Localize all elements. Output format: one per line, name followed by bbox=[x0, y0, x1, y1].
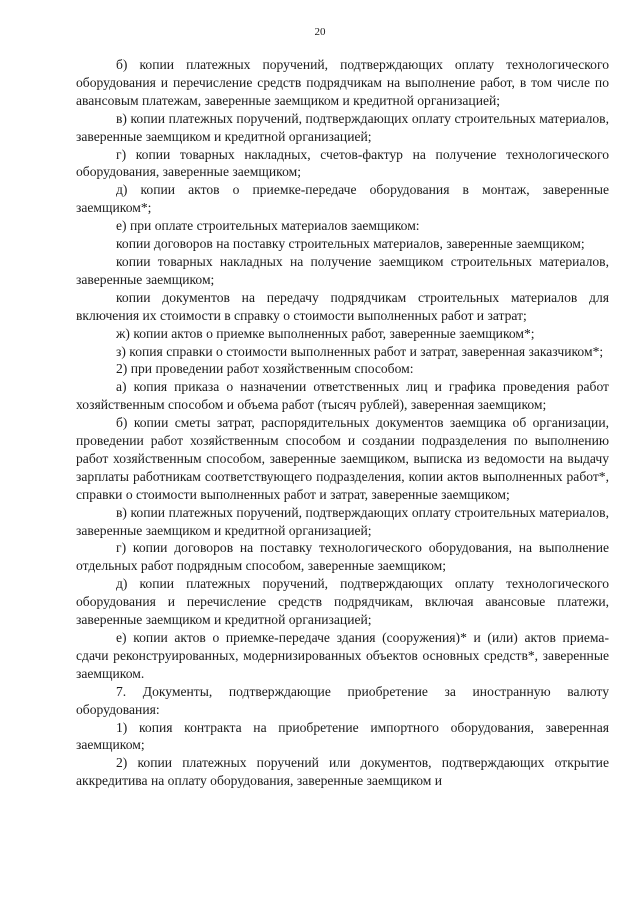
paragraph: ж) копии актов о приемке выполненных работ, заверенные заемщиком*; bbox=[116, 325, 535, 341]
paragraph: г) копии товарных накладных, счетов-фактур на получение технологического оборудования, заверенные заемщиком; bbox=[76, 146, 609, 180]
paragraph: д) копии актов о приемке-передаче оборудования в монтаж, заверенные заемщиком*; bbox=[76, 182, 609, 216]
paragraph: копии документов на передачу подрядчикам строительных материалов для включения их стоимости в справку о стоимости выполненных работ и затрат; bbox=[76, 289, 609, 323]
paragraph: копии товарных накладных на получение заемщиком строительных материалов, заверенные заемщиком; bbox=[76, 253, 609, 287]
paragraph: 1) копия контракта на приобретение импортного оборудования, заверенная заемщиком; bbox=[76, 719, 609, 753]
paragraph: 2) при проведении работ хозяйственным способом: bbox=[116, 361, 414, 377]
document-body bbox=[76, 56, 609, 790]
paragraph: в) копии платежных поручений, подтверждающих оплату строительных материалов, заверенные заемщиком и кредитной организацией; bbox=[76, 504, 609, 538]
paragraph: 2) копии платежных поручений или документов, подтверждающих открытие аккредитива на оплату оборудования, заверенные заемщиком и bbox=[76, 755, 609, 789]
paragraph: е) при оплате строительных материалов заемщиком: bbox=[116, 218, 420, 234]
paragraph: з) копия справки о стоимости выполненных работ и затрат, заверенная заказчиком*; bbox=[116, 343, 604, 359]
paragraph: б) копии платежных поручений, подтверждающих оплату технологического оборудования и перечисление средств подрядчикам на выполнение работ, в том числе по авансовым платежам, заверенные заемщиком и кредитной организацией; bbox=[76, 57, 609, 108]
paragraph: в) копии платежных поручений, подтверждающих оплату строительных материалов, заверенные заемщиком и кредитной организацией; bbox=[76, 110, 609, 144]
paragraph: копии договоров на поставку строительных материалов, заверенные заемщиком; bbox=[116, 236, 585, 252]
paragraph: б) копии сметы затрат, распорядительных документов заемщика об организации, проведении работ хозяйственным способом и создании подразделения по выполнению работ хозяйственным способом, заверенные заемщиком, выписка из ведомости на выдачу зарплаты работникам соответствующего подразделения, копии актов выполненных работ*, справки о стоимости выполненных работ и затрат, заверенные заемщиком; bbox=[76, 415, 609, 502]
paragraph: а) копия приказа о назначении ответственных лиц и графика проведения работ хозяйственным способом и объема работ (тысяч рублей), заверенная заемщиком; bbox=[76, 379, 609, 413]
paragraph: е) копии актов о приемке-передаче здания (сооружения)* и (или) актов приема-сдачи реконструированных, модернизированных объектов основных средств*, заверенные заемщиком. bbox=[76, 630, 609, 681]
paragraph: 7. Документы, подтверждающие приобретение за иностранную валюту оборудования: bbox=[76, 683, 609, 717]
paragraph: г) копии договоров на поставку технологического оборудования, на выполнение отдельных работ подрядным способом, заверенные заемщиком; bbox=[76, 540, 609, 574]
page-number: 20 bbox=[314, 26, 326, 38]
paragraph: д) копии платежных поручений, подтверждающих оплату технологического оборудования и перечисление средств подрядчикам, включая авансовые платежи, заверенные заемщиком и кредитной организацией; bbox=[76, 576, 609, 628]
